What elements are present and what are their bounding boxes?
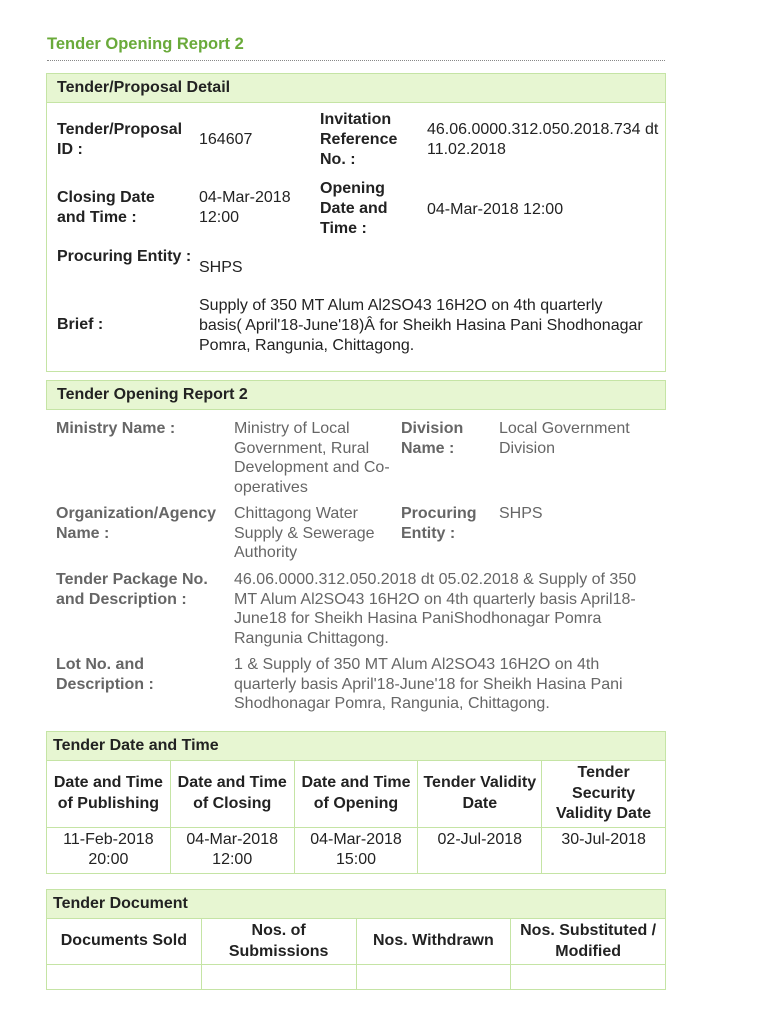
- col-publishing: Date and Time of Publishing: [47, 761, 171, 827]
- invitation-ref-value: 46.06.0000.312.050.2018.734 dt 11.02.2018: [427, 121, 659, 158]
- division-label: Division Name :: [401, 420, 464, 457]
- tender-document-header: Tender Document: [46, 889, 666, 919]
- col-substituted: Nos. Substituted / Modified: [511, 919, 666, 965]
- col-submissions: Nos. of Submissions: [201, 919, 356, 965]
- invitation-ref-label: Invitation Reference No. :: [320, 111, 398, 168]
- tender-detail-panel: [46, 73, 666, 372]
- package-value: 46.06.0000.312.050.2018 dt 05.02.2018 & Supply of 350 MT Alum Al2SO43 16H2O on 4th quarterly basis April18-June18 for Sheikh Hasina PaniShodhonagar Pomra Rangunia Chittagong.: [234, 571, 637, 647]
- opening-date-label: Opening Date and Time :: [320, 180, 388, 237]
- closing-value: 04-Mar-2018 12:00: [170, 827, 294, 873]
- tender-id-value: 164607: [199, 131, 253, 148]
- documents-sold-cell: [47, 965, 202, 990]
- table-row: [47, 827, 666, 873]
- submissions-cell: [201, 965, 356, 990]
- opening-report-panel: [46, 380, 666, 410]
- closing-date-value: 04-Mar-2018 12:00: [199, 189, 291, 226]
- col-security-validity: Tender Security Validity Date: [542, 761, 666, 827]
- table-header-row: [47, 919, 666, 965]
- procuring-entity-report-label: Procuring Entity :: [401, 505, 477, 542]
- tender-detail-header: Tender/Proposal Detail: [47, 74, 665, 103]
- closing-date-label: Closing Date and Time :: [57, 189, 155, 226]
- substituted-cell: [511, 965, 666, 990]
- opening-value: 04-Mar-2018 15:00: [294, 827, 418, 873]
- col-documents-sold: Documents Sold: [47, 919, 202, 965]
- ministry-value: Ministry of Local Government, Rural Development and Co-operatives: [234, 420, 390, 496]
- tender-date-section: [46, 731, 666, 874]
- tender-id-label: Tender/Proposal ID :: [57, 121, 183, 158]
- col-withdrawn: Nos. Withdrawn: [356, 919, 511, 965]
- tender-date-table: [46, 761, 666, 874]
- procuring-entity-report-value: SHPS: [499, 505, 543, 522]
- publishing-value: 11-Feb-2018 20:00: [47, 827, 171, 873]
- organization-label: Organization/Agency Name :: [56, 505, 217, 542]
- col-validity: Tender Validity Date: [418, 761, 542, 827]
- withdrawn-cell: [356, 965, 511, 990]
- ministry-label: Ministry Name :: [56, 420, 176, 437]
- lot-label: Lot No. and Description :: [56, 656, 154, 693]
- tender-document-table: [46, 919, 666, 990]
- table-header-row: [47, 761, 666, 827]
- procuring-entity-value: SHPS: [199, 259, 243, 276]
- opening-report-header: Tender Opening Report 2: [47, 381, 665, 409]
- validity-value: 02-Jul-2018: [418, 827, 542, 873]
- organization-value: Chittagong Water Supply & Sewerage Authority: [234, 505, 375, 561]
- title-divider: [47, 60, 665, 61]
- tender-document-section: [46, 889, 666, 990]
- package-label: Tender Package No. and Description :: [56, 571, 208, 608]
- division-value: Local Government Division: [499, 420, 630, 457]
- col-opening: Date and Time of Opening: [294, 761, 418, 827]
- lot-value: 1 & Supply of 350 MT Alum Al2SO43 16H2O on 4th quarterly basis April'18-June'18 for Sheikh Hasina Pani Shodhonagar Pomra, Rangunia, Chittagong.: [234, 656, 623, 712]
- procuring-entity-label: Procuring Entity :: [57, 248, 192, 265]
- tender-date-header: Tender Date and Time: [46, 731, 666, 761]
- brief-value: Supply of 350 MT Alum Al2SO43 16H2O on 4th quarterly basis( April'18-June'18)Â for Sheikh Hasina Pani Shodhonagar Pomra, Rangunia, Chittagong.: [199, 297, 643, 354]
- col-closing: Date and Time of Closing: [170, 761, 294, 827]
- table-row: [47, 965, 666, 990]
- brief-label: Brief :: [57, 316, 104, 333]
- page-title: Tender Opening Report 2: [47, 35, 244, 53]
- security-validity-value: 30-Jul-2018: [542, 827, 666, 873]
- opening-date-value: 04-Mar-2018 12:00: [427, 201, 564, 218]
